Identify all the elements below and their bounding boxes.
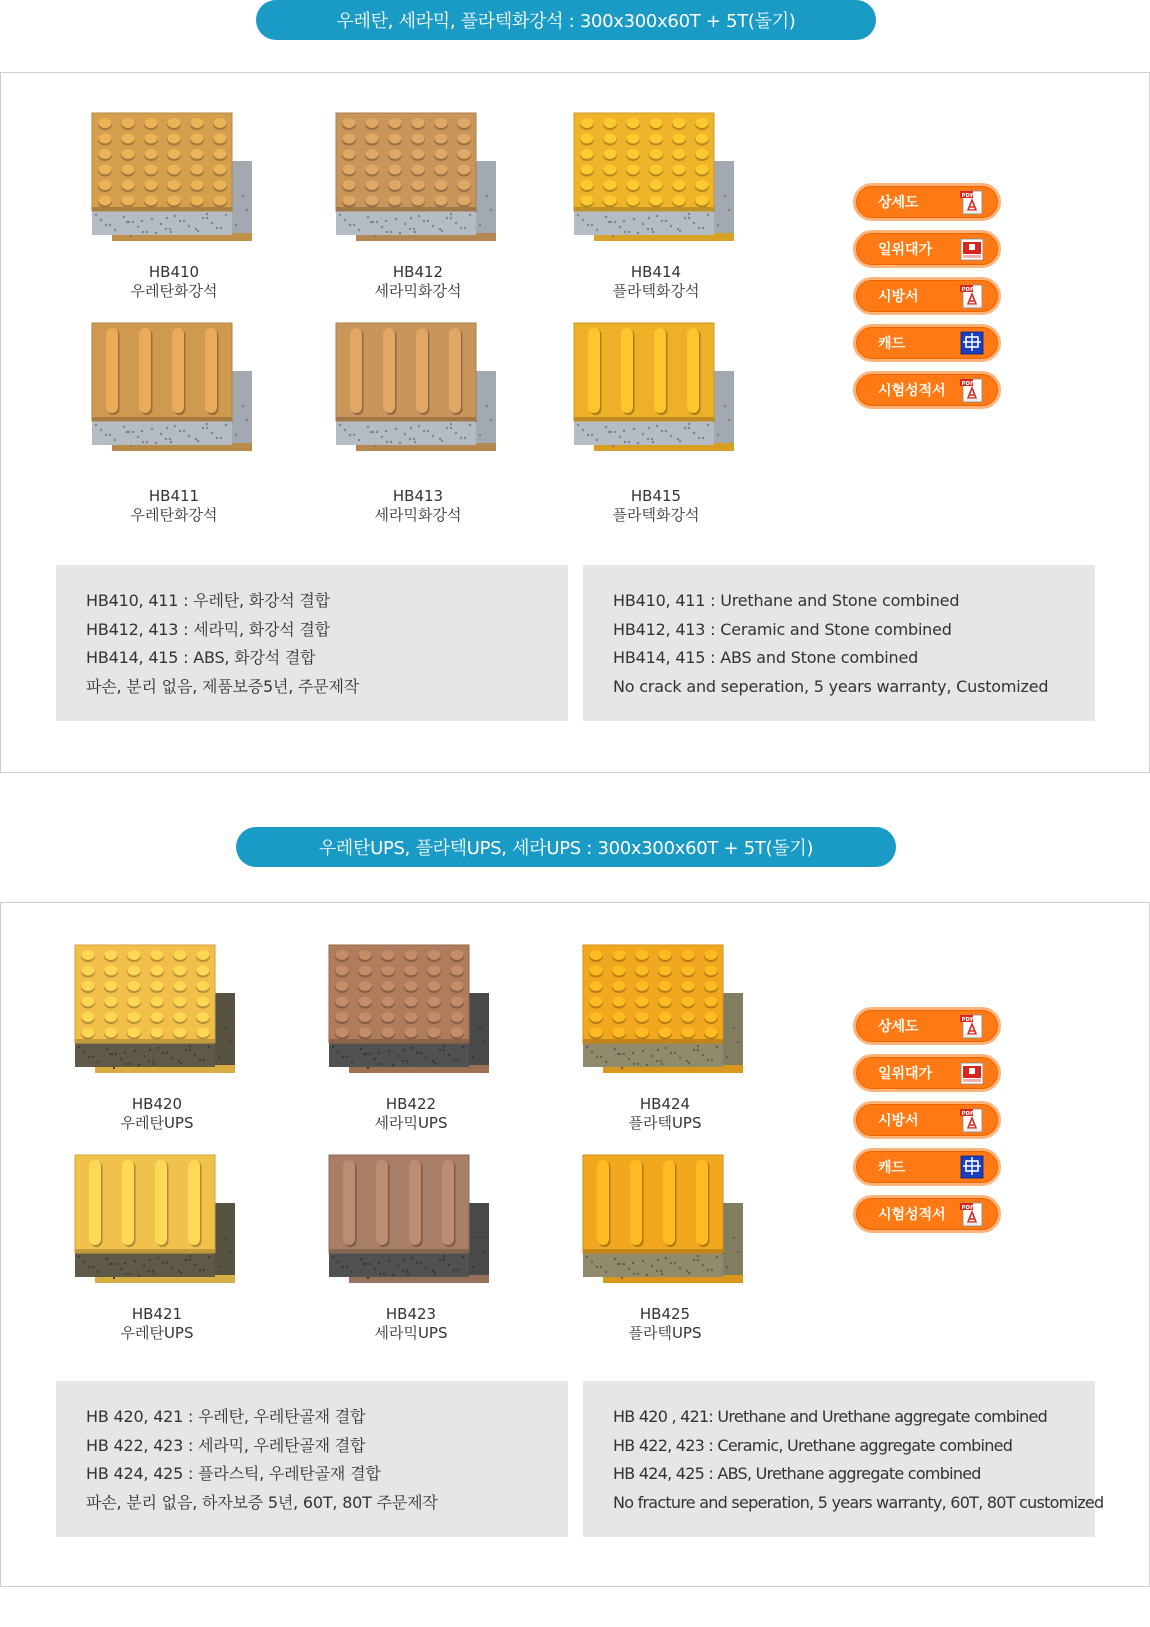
product-card[interactable] — [54, 321, 294, 525]
svg-text:PDF: PDF — [961, 1017, 974, 1023]
info-line: HB412, 413 : 세라믹, 화강석 결합 — [86, 619, 330, 639]
product-image — [328, 321, 508, 471]
pdf-icon — [960, 189, 984, 215]
info-line: HB414, 415 : ABS, 화강석 결합 — [86, 648, 316, 667]
svg-text:PDF: PDF — [961, 1205, 974, 1211]
product-image — [67, 943, 247, 1093]
cad-icon — [960, 330, 984, 356]
product-code: HB415 — [630, 487, 682, 505]
info-line: HB 424, 425 : 플라스틱, 우레탄골재 결합 — [86, 1464, 381, 1483]
product-name: 우레탄화강석 — [130, 282, 218, 300]
product-name: 세라믹화강석 — [374, 282, 462, 300]
button-label: 시방서 — [878, 1113, 919, 1129]
product-name: 우레탄UPS — [120, 1324, 194, 1342]
info-box-korean — [56, 565, 568, 721]
product-name: 우레탄UPS — [120, 1114, 194, 1132]
product-image — [566, 321, 746, 471]
product-image — [84, 321, 264, 471]
svg-text:PDF: PDF — [961, 193, 974, 199]
info-line: HB 424, 425 : ABS, Urethane aggregate combined — [613, 1464, 981, 1483]
product-code: HB422 — [385, 1095, 437, 1113]
info-line: 파손, 분리 없음, 하자보증 5년, 60T, 80T 주문제작 — [86, 1492, 438, 1512]
info-line: HB 422, 423 : 세라믹, 우레탄골재 결합 — [86, 1435, 366, 1455]
cad-button[interactable] — [853, 1148, 1001, 1186]
button-label: 시험성적서 — [878, 1207, 946, 1223]
product-image — [328, 111, 508, 261]
product-name: 플라텍화강석 — [612, 506, 700, 524]
info-line: HB414, 415 : ABS and Stone combined — [613, 648, 919, 667]
info-line: HB 420 , 421: Urethane and Urethane aggregate combined — [613, 1407, 1047, 1426]
product-card[interactable] — [536, 321, 776, 525]
product-code: HB421 — [131, 1305, 183, 1323]
pdf-icon — [960, 377, 984, 403]
product-name: 플라텍화강석 — [612, 282, 700, 300]
product-code: HB425 — [639, 1305, 691, 1323]
product-card[interactable] — [54, 111, 294, 301]
product-code: HB424 — [639, 1095, 691, 1113]
product-card[interactable] — [545, 943, 785, 1133]
svg-text:PDF: PDF — [961, 381, 974, 387]
detail-drawing-button[interactable] — [853, 1007, 1001, 1045]
button-label: 시방서 — [878, 289, 919, 305]
info-box-korean — [56, 1381, 568, 1537]
svg-text:PDF: PDF — [961, 1111, 974, 1117]
info-line: HB412, 413 : Ceramic and Stone combined — [613, 619, 952, 639]
product-name: 플라텍UPS — [628, 1114, 702, 1132]
info-line: No crack and seperation, 5 years warranty, Customized — [613, 676, 1049, 696]
product-image — [566, 111, 746, 261]
product-card[interactable] — [536, 111, 776, 301]
product-image — [67, 1153, 247, 1303]
product-card[interactable] — [298, 321, 538, 525]
unit-price-button[interactable] — [853, 1054, 1001, 1092]
info-line: HB 420, 421 : 우레탄, 우레탄골재 결합 — [86, 1407, 366, 1426]
product-card[interactable] — [298, 111, 538, 301]
cad-button[interactable] — [853, 324, 1001, 362]
test-report-button[interactable] — [853, 1195, 1001, 1233]
product-image — [575, 1153, 755, 1303]
info-line: HB 422, 423 : Ceramic, Urethane aggregate combined — [613, 1435, 1013, 1455]
product-card[interactable] — [291, 943, 531, 1133]
pdf-icon — [960, 1201, 984, 1227]
section-title-granite: 우레탄, 세라믹, 플라텍화강석 : 300x300x60T + 5T(돌기) — [256, 0, 876, 40]
section-title-ups: 우레탄UPS, 플라텍UPS, 세라UPS : 300x300x60T + 5T(돌기) — [236, 827, 896, 867]
button-label: 캐드 — [878, 1160, 906, 1176]
product-name: 우레탄화강석 — [130, 506, 218, 524]
product-card[interactable] — [37, 1153, 277, 1343]
specification-button[interactable] — [853, 1101, 1001, 1139]
cad-icon — [960, 1154, 984, 1180]
button-label: 일위대가 — [878, 242, 933, 258]
info-line: 파손, 분리 없음, 제품보증5년, 주문제작 — [86, 676, 360, 696]
button-label: 상세도 — [878, 195, 919, 211]
product-code: HB410 — [148, 263, 200, 281]
document-buttons — [853, 1007, 1001, 1242]
product-code: HB414 — [630, 263, 682, 281]
product-card[interactable] — [37, 943, 277, 1133]
pdf-icon — [960, 1107, 984, 1133]
product-image — [84, 111, 264, 261]
product-name: 세라믹UPS — [374, 1114, 448, 1132]
unit-price-button[interactable] — [853, 230, 1001, 268]
product-name: 플라텍UPS — [628, 1324, 702, 1342]
pdf-icon — [960, 283, 984, 309]
product-card[interactable] — [545, 1153, 785, 1343]
product-code: HB412 — [392, 263, 444, 281]
info-line: HB410, 411 : 우레탄, 화강석 결합 — [86, 591, 330, 610]
button-label: 시험성적서 — [878, 383, 946, 399]
info-box-english — [583, 565, 1095, 721]
product-name: 세라믹화강석 — [374, 506, 462, 524]
panel-granite — [0, 72, 1150, 773]
product-code: HB423 — [385, 1305, 437, 1323]
excel-icon — [960, 1060, 984, 1086]
info-box-english — [583, 1381, 1104, 1537]
pdf-icon — [960, 1013, 984, 1039]
product-image — [575, 943, 755, 1093]
panel-ups — [0, 902, 1150, 1587]
product-card[interactable] — [291, 1153, 531, 1343]
detail-drawing-button[interactable] — [853, 183, 1001, 221]
specification-button[interactable] — [853, 277, 1001, 315]
button-label: 일위대가 — [878, 1066, 933, 1082]
product-code: HB420 — [131, 1095, 183, 1113]
info-line: No fracture and seperation, 5 years warranty, 60T, 80T customized — [613, 1492, 1104, 1512]
product-name: 세라믹UPS — [374, 1324, 448, 1342]
button-label: 캐드 — [878, 336, 906, 352]
product-code: HB411 — [148, 487, 200, 505]
product-image — [321, 943, 501, 1093]
product-image — [321, 1153, 501, 1303]
svg-text:PDF: PDF — [961, 287, 974, 293]
info-line: HB410, 411 : Urethane and Stone combined — [613, 591, 960, 610]
button-label: 상세도 — [878, 1019, 919, 1035]
product-code: HB413 — [392, 487, 444, 505]
document-buttons — [853, 183, 1001, 418]
excel-icon — [960, 236, 984, 262]
test-report-button[interactable] — [853, 371, 1001, 409]
